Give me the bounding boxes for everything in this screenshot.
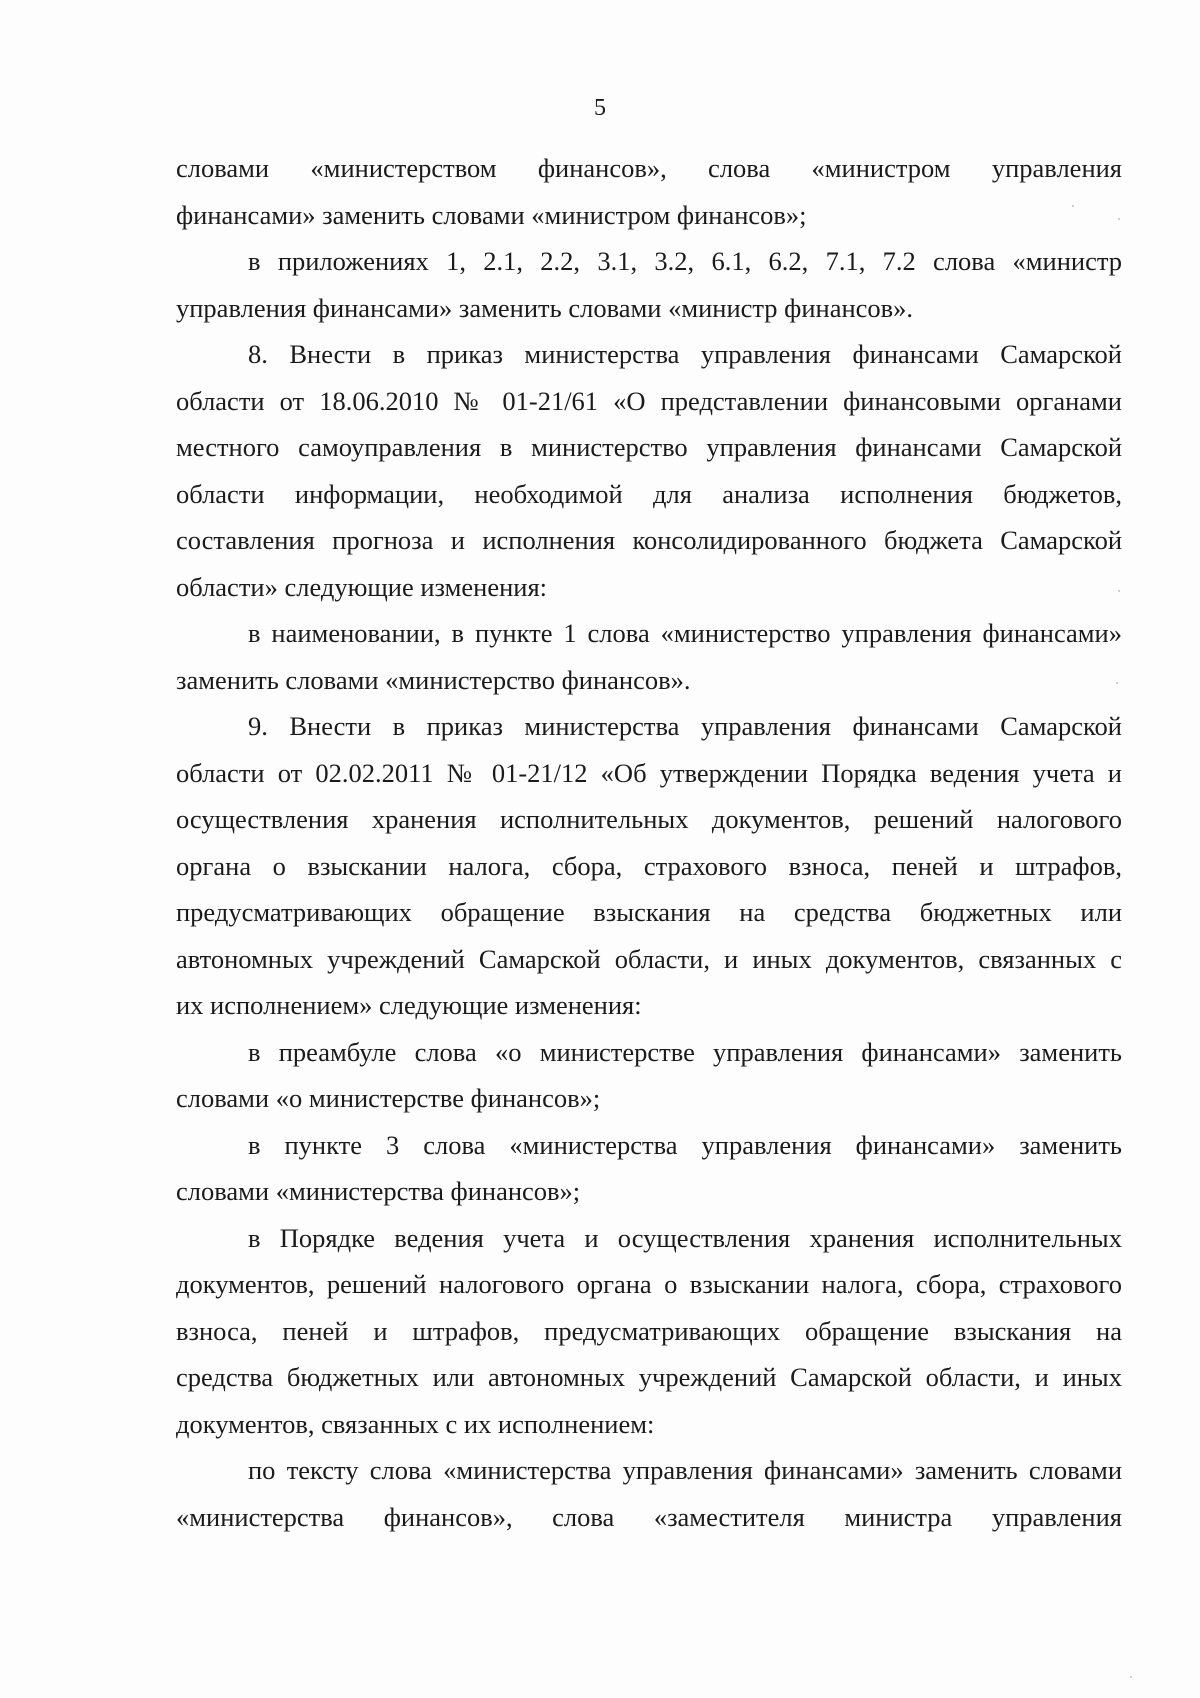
text-line: в пункте 3 слова «министерства управления финансами» заменить (248, 1129, 1122, 1160)
text-line: в преамбуле слова «о министерстве управления финансами» заменить (248, 1036, 1122, 1067)
text-line: местного самоуправления в министерство управления финансами Самарской (176, 432, 1122, 462)
paragraph (176, 610, 1122, 703)
text-line: словами «министерством финансов», слова «министром управления (176, 153, 1122, 183)
text-line: предусматривающих обращение взыскания на средства бюджетных или (176, 897, 1122, 927)
text-line: «министерства финансов», слова «заместителя министра управления (176, 1501, 1122, 1532)
text-line: средства бюджетных или автономных учреждений Самарской области, и иных (176, 1362, 1122, 1392)
text-line: взноса, пеней и штрафов, предусматривающих обращение взыскания на (176, 1315, 1122, 1346)
text-line: документов, решений налогового органа о взыскании налога, сбора, страхового (176, 1269, 1122, 1299)
text-line: области от 18.06.2010 № 01-21/61 «О представлении финансовыми органами (176, 385, 1122, 416)
paragraph (176, 1122, 1122, 1215)
text-line: в наименовании, в пункте 1 слова «министерство управления финансами» (248, 618, 1122, 648)
text-line: финансами» заменить словами «министром финансов»; (176, 199, 807, 230)
text-line: органа о взыскании налога, сбора, страхового взноса, пеней и штрафов, (176, 850, 1122, 881)
text-line: области» следующие изменения: (176, 571, 548, 602)
paragraph (176, 145, 1122, 238)
text-line: в приложениях 1, 2.1, 2.2, 3.1, 3.2, 6.1, 6.2, 7.1, 7.2 слова «министр (248, 246, 1122, 276)
page-number: 5 (594, 95, 606, 121)
text-line: документов, связанных с их исполнением: (176, 1408, 655, 1439)
text-line: в Порядке ведения учета и осуществления хранения исполнительных (248, 1222, 1122, 1253)
scan-speck (1118, 590, 1120, 592)
text-line: их исполнением» следующие изменения: (176, 990, 642, 1020)
paragraph (176, 1215, 1122, 1448)
text-line: словами «о министерстве финансов»; (176, 1083, 601, 1113)
text-line: автономных учреждений Самарской области, и иных документов, связанных с (176, 943, 1122, 974)
text-line: 8. Внести в приказ министерства управления финансами Самарской (248, 339, 1122, 369)
text-line: составления прогноза и исполнения консолидированного бюджета Самарской (176, 525, 1122, 555)
paragraph (176, 238, 1122, 331)
scan-speck (1116, 682, 1118, 684)
document-body (176, 145, 1122, 1540)
text-line: 9. Внести в приказ министерства управления финансами Самарской (248, 711, 1122, 741)
scan-speck (1072, 205, 1074, 207)
text-line: словами «министерства финансов»; (176, 1176, 581, 1206)
text-line: области информации, необходимой для анализа исполнения бюджетов, (176, 478, 1122, 509)
text-line: по тексту слова «министерства управления финансами» заменить словами (248, 1455, 1122, 1485)
text-line: заменить словами «министерство финансов». (176, 664, 691, 695)
text-line: осуществления хранения исполнительных документов, решений налогового (176, 804, 1122, 834)
paragraph (176, 1029, 1122, 1122)
text-line: области от 02.02.2011 № 01-21/12 «Об утверждении Порядка ведения учета и (176, 757, 1122, 788)
paragraph-item-9 (176, 703, 1122, 1029)
paragraph-item-8 (176, 331, 1122, 610)
scan-speck (1118, 218, 1120, 220)
text-line: управления финансами» заменить словами «министр финансов». (176, 292, 914, 323)
paragraph (176, 1447, 1122, 1540)
scan-speck (1130, 1676, 1132, 1678)
